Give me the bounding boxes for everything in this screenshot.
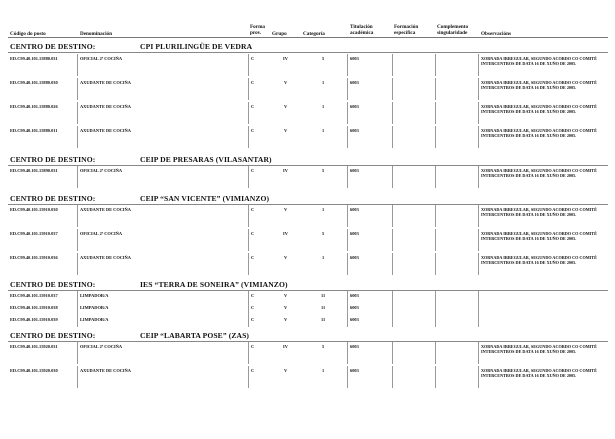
cell-observacions: XORNADA IRREGULAR, SEGUNDO ACORDO CO COMITÉ INTERCENTROS DE DATA 16 DE XUÑO DE 2005. xyxy=(481,231,597,242)
cell-observacions: XORNADA IRREGULAR, SEGUNDO ACORDO CO COMITÉ INTERCENTROS DE DATA 16 DE XUÑO DE 2005. xyxy=(481,344,597,355)
cell-forma: C xyxy=(251,56,255,61)
header-divider xyxy=(8,37,608,38)
cell-codigo: ED.C99.40.101.15880.026 xyxy=(10,104,58,109)
table-row xyxy=(0,229,615,253)
cell-grupo: IV xyxy=(283,231,288,236)
cell-forma: C xyxy=(251,128,255,133)
cell-titulacion: 6003 xyxy=(350,104,359,109)
header-forma-1: Forma xyxy=(250,24,265,30)
header-formacion-1: Formación xyxy=(394,24,419,30)
cell-forma: C xyxy=(251,344,255,349)
cell-categoria: 1 xyxy=(322,104,325,109)
cell-titulacion: 6003 xyxy=(350,368,359,373)
table-row xyxy=(0,102,615,126)
cell-denominacion: AXUDANTE DE COCIÑA xyxy=(80,207,131,212)
cell-titulacion: 6003 xyxy=(350,56,359,61)
section-title xyxy=(10,331,249,340)
table-row xyxy=(0,366,615,390)
section-divider xyxy=(8,52,608,53)
section-name: CPI PLURILINGÜE DE VEDRA xyxy=(140,42,253,51)
cell-denominacion: AXUDANTE DE COCIÑA xyxy=(80,368,131,373)
cell-grupo: V xyxy=(284,207,288,212)
cell-grupo: IV xyxy=(283,56,288,61)
cell-denominacion: LIMPADOR/A xyxy=(80,305,109,310)
section-label: CENTRO DE DESTINO: xyxy=(10,155,96,164)
table-row xyxy=(0,342,615,366)
cell-grupo: IV xyxy=(283,344,288,349)
section-label: CENTRO DE DESTINO: xyxy=(10,280,96,289)
cell-grupo: V xyxy=(284,305,288,310)
cell-denominacion: LIMPADOR/A xyxy=(80,317,109,322)
table-row xyxy=(0,291,615,303)
cell-codigo: ED.C99.40.101.15910.037 xyxy=(10,231,58,236)
header-codigo: Código do posto xyxy=(10,31,46,37)
table-row xyxy=(0,205,615,229)
cell-denominacion: OFICIAL 2ª COCIÑA xyxy=(80,56,123,61)
cell-titulacion: 6003 xyxy=(350,128,359,133)
cell-grupo: V xyxy=(284,317,288,322)
cell-grupo: V xyxy=(284,293,288,298)
cell-denominacion: AXUDANTE DE COCIÑA xyxy=(80,128,131,133)
cell-categoria: 5 xyxy=(322,344,325,349)
cell-forma: C xyxy=(251,317,255,322)
cell-grupo: V xyxy=(284,80,288,85)
cell-denominacion: AXUDANTE DE COCIÑA xyxy=(80,104,131,109)
cell-observacions: XORNADA IRREGULAR, SEGUNDO ACORDO CO COMITÉ INTERCENTROS DE DATA 16 DE XUÑO DE 2005. xyxy=(481,255,597,266)
cell-grupo: V xyxy=(284,128,288,133)
cell-titulacion: 6003 xyxy=(350,255,359,260)
cell-grupo: V xyxy=(284,368,288,373)
cell-forma: C xyxy=(251,231,255,236)
cell-forma: C xyxy=(251,207,255,212)
section-label: CENTRO DE DESTINO: xyxy=(10,194,96,203)
cell-titulacion: 6003 xyxy=(350,317,359,322)
cell-observacions: XORNADA IRREGULAR, SEGUNDO ACORDO CO COMITÉ INTERCENTROS DE DATA 16 DE XUÑO DE 2005. xyxy=(481,104,597,115)
cell-observacions: XORNADA IRREGULAR, SEGUNDO ACORDO CO COMITÉ INTERCENTROS DE DATA 16 DE XUÑO DE 2005. xyxy=(481,80,597,91)
cell-categoria: 11 xyxy=(321,305,326,310)
header-observacions: Observacións xyxy=(481,31,511,37)
cell-forma: C xyxy=(251,368,255,373)
cell-codigo: ED.C99.40.101.15880.031 xyxy=(10,56,58,61)
cell-grupo: IV xyxy=(283,168,288,173)
table-row xyxy=(0,126,615,150)
cell-forma: C xyxy=(251,255,255,260)
header-formacion-2: específica xyxy=(394,30,416,36)
cell-codigo: ED.C99.40.101.15910.038 xyxy=(10,305,58,310)
cell-categoria: 1 xyxy=(322,80,325,85)
header-titulacion-1: Titulación xyxy=(350,24,373,30)
cell-codigo: ED.C99.40.101.15880.011 xyxy=(10,128,58,133)
cell-codigo: ED.C99.40.101.15920.030 xyxy=(10,368,58,373)
cell-forma: C xyxy=(251,104,255,109)
cell-observacions: XORNADA IRREGULAR, SEGUNDO ACORDO CO COMITÉ INTERCENTROS DE DATA 16 DE XUÑO DE 2005. xyxy=(481,128,597,139)
cell-forma: C xyxy=(251,293,255,298)
cell-codigo: ED.C99.40.101.15910.030 xyxy=(10,207,58,212)
cell-categoria: 1 xyxy=(322,368,325,373)
section-name: CEIP DE PRESARAS (VILASANTAR) xyxy=(140,155,272,164)
cell-categoria: 11 xyxy=(321,293,326,298)
cell-observacions: XORNADA IRREGULAR, SEGUNDO ACORDO CO COMITÉ INTERCENTROS DE DATA 16 DE XUÑO DE 2005. xyxy=(481,56,597,67)
table-row xyxy=(0,54,615,78)
section-name: CEIP “LABARTA POSE” (ZAS) xyxy=(140,331,250,340)
cell-codigo: ED.C99.40.101.15890.031 xyxy=(10,168,58,173)
cell-titulacion: 6003 xyxy=(350,344,359,349)
header-forma-2: prov. xyxy=(250,30,262,36)
cell-observacions: XORNADA IRREGULAR, SEGUNDO ACORDO CO COMITÉ INTERCENTROS DE DATA 16 DE XUÑO DE 2005. xyxy=(481,168,597,179)
table-row xyxy=(0,166,615,190)
section-title xyxy=(10,194,269,203)
cell-codigo: ED.C99.40.101.15910.039 xyxy=(10,317,58,322)
cell-codigo: ED.C99.40.101.15920.031 xyxy=(10,344,58,349)
header-grupo: Grupo xyxy=(272,31,287,37)
cell-categoria: 1 xyxy=(322,255,325,260)
cell-codigo: ED.C99.40.101.15910.036 xyxy=(10,255,58,260)
section-label: CENTRO DE DESTINO: xyxy=(10,42,96,51)
header-complemento-1: Complemento xyxy=(437,24,469,30)
cell-titulacion: 6003 xyxy=(350,293,359,298)
section-title xyxy=(10,155,272,164)
section-name: CEIP “SAN VICENTE” (VIMIANZO) xyxy=(140,194,270,203)
header-categoria: Categoría xyxy=(303,31,325,37)
cell-codigo: ED.C99.40.101.15880.030 xyxy=(10,80,58,85)
cell-denominacion: AXUDANTE DE COCIÑA xyxy=(80,255,131,260)
cell-observacions: XORNADA IRREGULAR, SEGUNDO ACORDO CO COMITÉ INTERCENTROS DE DATA 16 DE XUÑO DE 2005. xyxy=(481,368,597,379)
cell-denominacion: OFICIAL 2ª COCIÑA xyxy=(80,344,123,349)
cell-denominacion: AXUDANTE DE COCIÑA xyxy=(80,80,131,85)
cell-categoria: 1 xyxy=(322,128,325,133)
cell-forma: C xyxy=(251,80,255,85)
cell-denominacion: LIMPADOR/A xyxy=(80,293,109,298)
cell-titulacion: 6003 xyxy=(350,207,359,212)
cell-forma: C xyxy=(251,168,255,173)
cell-forma: C xyxy=(251,305,255,310)
table-row xyxy=(0,315,615,327)
cell-categoria: 5 xyxy=(322,168,325,173)
cell-denominacion: OFICIAL 2ª COCIÑA xyxy=(80,168,123,173)
cell-titulacion: 6003 xyxy=(350,80,359,85)
cell-titulacion: 6003 xyxy=(350,168,359,173)
header-titulacion-2: académica xyxy=(350,30,374,36)
cell-titulacion: 6003 xyxy=(350,231,359,236)
section-title xyxy=(10,42,252,51)
cell-categoria: 5 xyxy=(322,231,325,236)
table-row xyxy=(0,253,615,277)
section-name: IES “TERRA DE SONEIRA” (VIMIANZO) xyxy=(140,280,288,289)
cell-denominacion: OFICIAL 2ª COCIÑA xyxy=(80,231,123,236)
cell-categoria: 11 xyxy=(321,317,326,322)
cell-codigo: ED.C99.40.101.15910.037 xyxy=(10,293,58,298)
section-label: CENTRO DE DESTINO: xyxy=(10,331,96,340)
cell-observacions: XORNADA IRREGULAR, SEGUNDO ACORDO CO COMITÉ INTERCENTROS DE DATA 16 DE XUÑO DE 2005. xyxy=(481,207,597,218)
cell-grupo: V xyxy=(284,104,288,109)
cell-categoria: 1 xyxy=(322,207,325,212)
header-denominacion: Denominación xyxy=(80,31,112,37)
table-row xyxy=(0,303,615,315)
cell-grupo: V xyxy=(284,255,288,260)
section-title xyxy=(10,280,288,289)
table-row xyxy=(0,78,615,102)
cell-categoria: 5 xyxy=(322,56,325,61)
cell-titulacion: 6003 xyxy=(350,305,359,310)
header-complemento-2: singularidade xyxy=(437,30,468,36)
